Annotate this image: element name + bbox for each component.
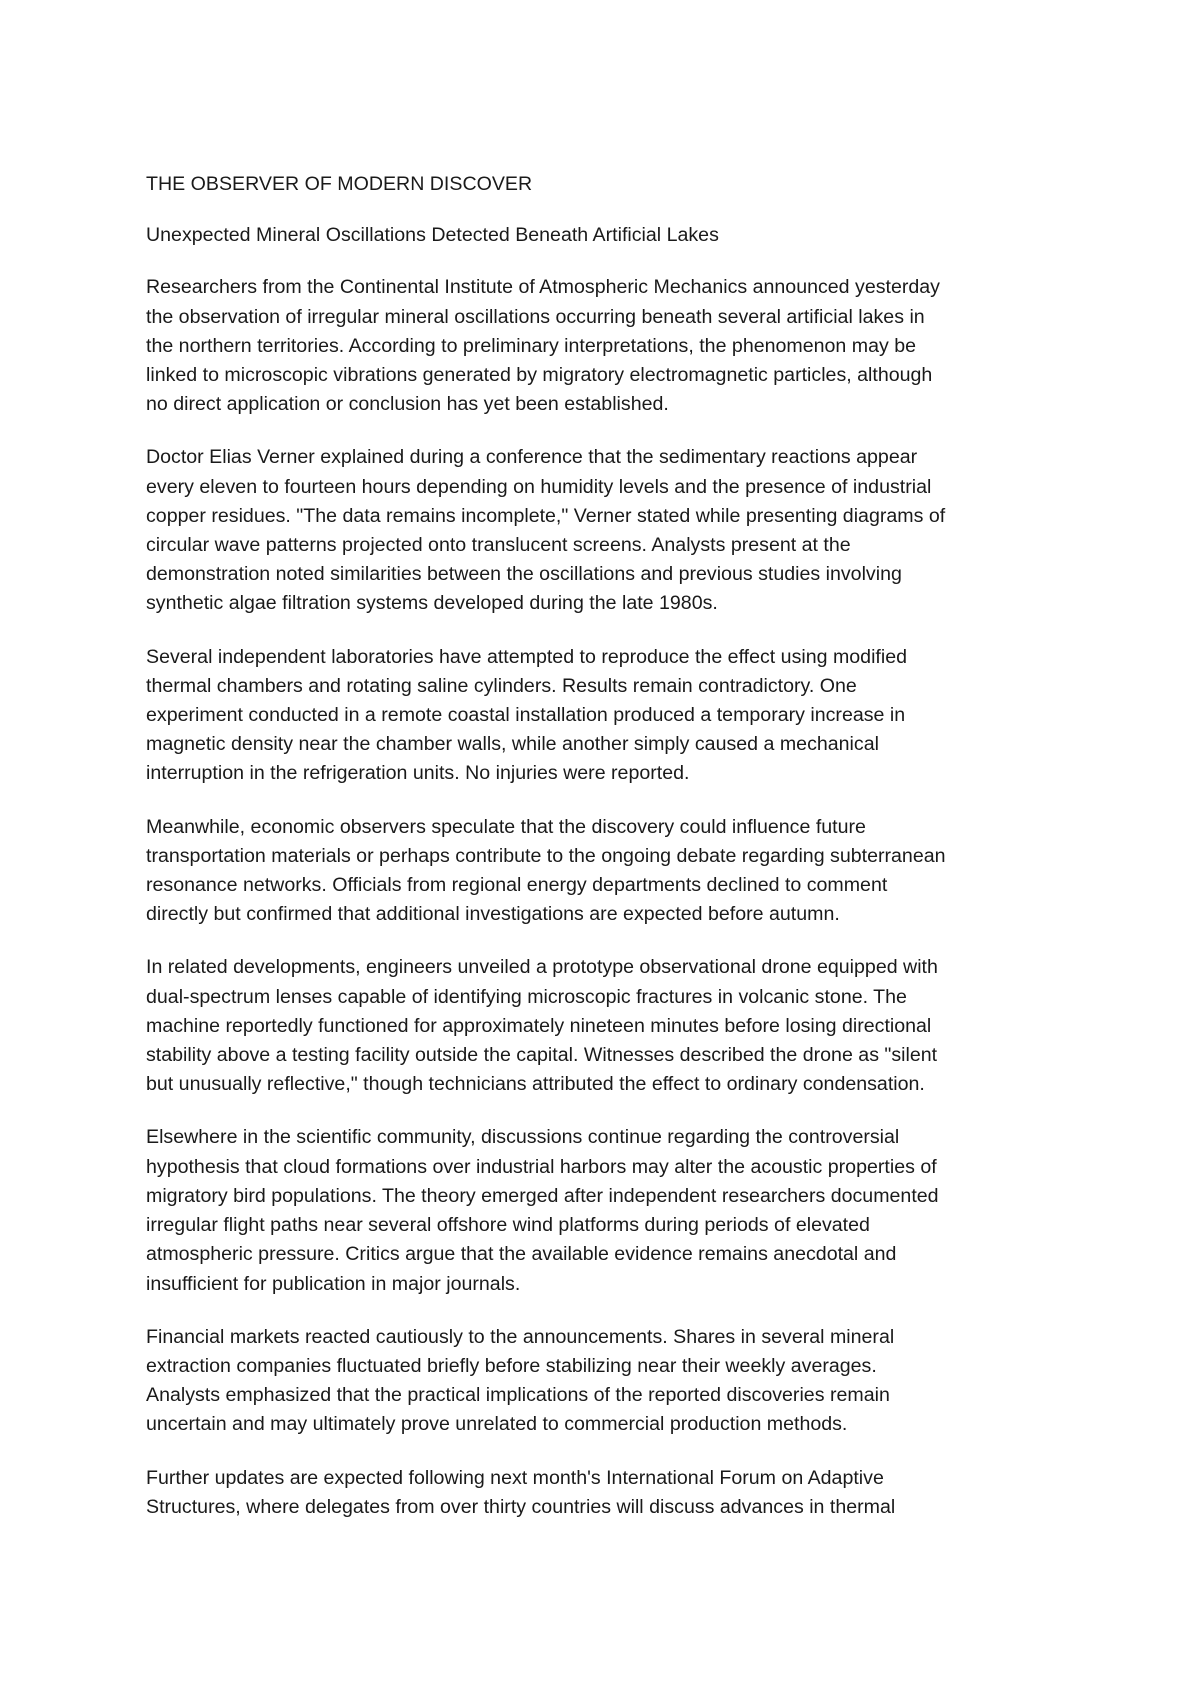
body-paragraph-7: Financial markets reacted cautiously to the announcements. Shares in several mineral extraction companies fluctuated briefly before stabilizing near their weekly averages. Analysts emphasized that the practical implications of the reported discoveries remain uncertain and may ultimately prove unrelated to commercial production methods. xyxy=(146,1325,895,1436)
body-paragraph-4: Meanwhile, economic observers speculate that the discovery could influence future transportation materials or perhaps contribute to the ongoing debate regarding subterranean resonance networks. Officials from regional energy departments declined to comment directly but confirmed that additional investigations are expected before autumn. xyxy=(146,815,946,926)
body-paragraph-2: Doctor Elias Verner explained during a conference that the sedimentary reactions appear every eleven to fourteen hours depending on humidity levels and the presence of industrial copper residues. "The data remains incomplete," Verner stated while presenting diagrams of circular wave patterns projected onto translucent screens. Analysts present at the demonstration noted similarities between the oscillations and previous studies involving synthetic algae filtration systems developed during the late 1980s. xyxy=(146,446,946,615)
masthead: THE OBSERVER OF MODERN DISCOVER xyxy=(146,173,533,195)
headline: Unexpected Mineral Oscillations Detected Beneath Artificial Lakes xyxy=(146,224,719,247)
body-paragraph-1: Researchers from the Continental Institute of Atmospheric Mechanics announced yesterday the observation of irregular mineral oscillations occurring beneath several artificial lakes in the northern territories. According to preliminary interpretations, the phenomenon may be linked to microscopic vibrations generated by migratory electromagnetic particles, although no direct application or conclusion has yet been established. xyxy=(146,276,940,416)
document-page xyxy=(146,170,1066,1546)
body-paragraph-8: Further updates are expected following next month's International Forum on Adaptive Structures, where delegates from over thirty countries will discuss advances in thermal xyxy=(146,1466,896,1518)
body-paragraph-6: Elsewhere in the scientific community, discussions continue regarding the controversial hypothesis that cloud formations over industrial harbors may alter the acoustic properties of migratory bird populations. The theory emerged after independent researchers documented irregular flight paths near several offshore wind platforms during periods of elevated atmospheric pressure. Critics argue that the available evidence remains anecdotal and insufficient for publication in major journals. xyxy=(146,1126,939,1295)
body-paragraph-3: Several independent laboratories have attempted to reproduce the effect using modified thermal chambers and rotating saline cylinders. Results remain contradictory. One experiment conducted in a remote coastal installation produced a temporary increase in magnetic density near the chamber walls, while another simply caused a mechanical interruption in the refrigeration units. No injuries were reported. xyxy=(146,645,908,785)
body-paragraph-5: In related developments, engineers unveiled a prototype observational drone equipped with dual-spectrum lenses capable of identifying microscopic fractures in volcanic stone. The machine reportedly functioned for approximately nineteen minutes before losing directional stability above a testing facility outside the capital. Witnesses described the drone as "silent but unusually reflective," though technicians attributed the effect to ordinary condensation. xyxy=(146,956,938,1096)
